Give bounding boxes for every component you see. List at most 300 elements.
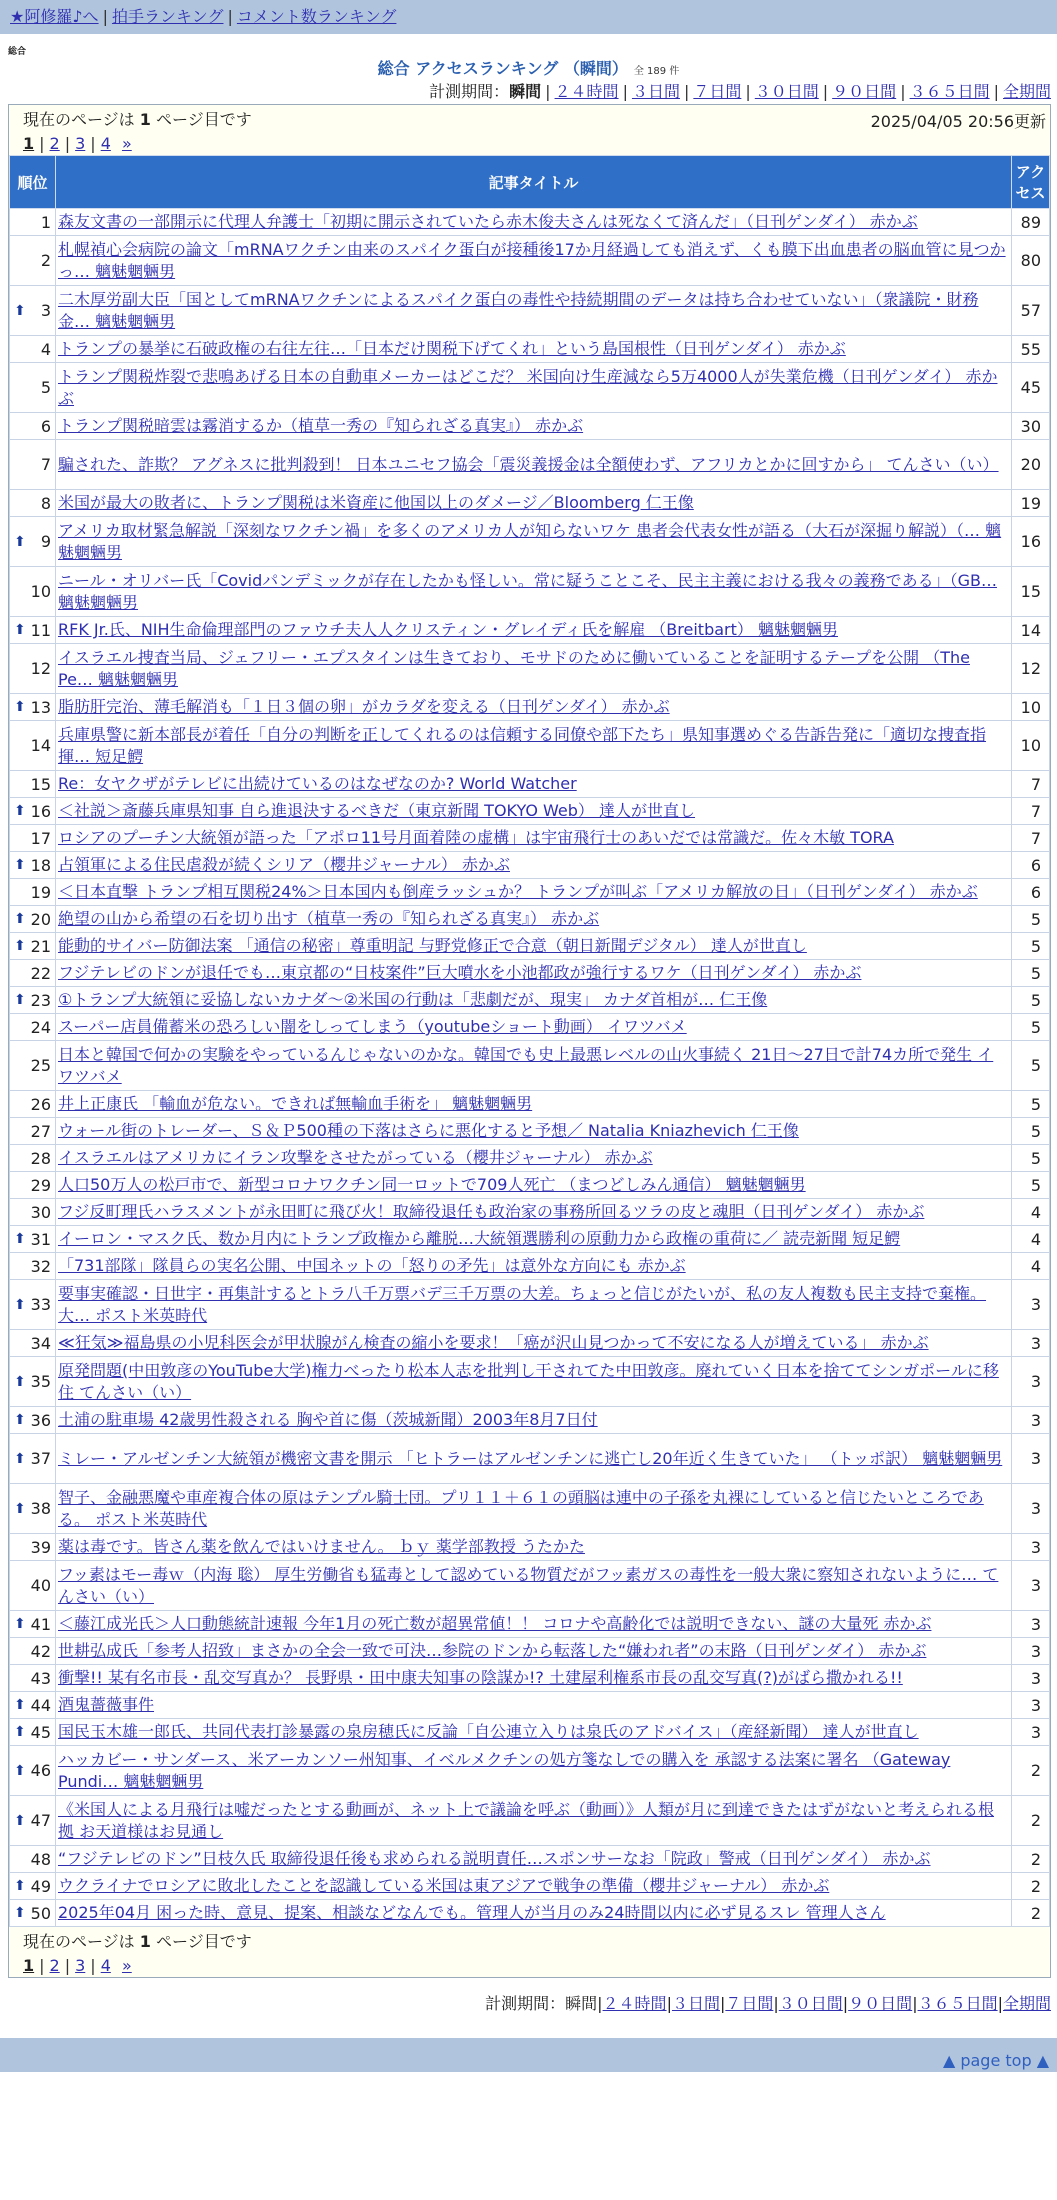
- period-selector: [0, 80, 1057, 104]
- rank-cell: [10, 1280, 56, 1330]
- article-link[interactable]: 人口50万人の松戸市で、新型コロナワクチン同一ロットで709人死亡 （まつどしみん通信） 魑魅魍魎男: [58, 1175, 806, 1194]
- rank-number: 6: [40, 416, 51, 436]
- rank-cell: [10, 209, 56, 236]
- period-link[interactable]: ３０日間: [778, 1994, 843, 2013]
- page-title: [0, 58, 1057, 80]
- access-count: 10: [1012, 694, 1050, 721]
- article-link[interactable]: 要事実確認・日世宇・再集計するとトラ八千万票バデ三千万票の大差。ちょっと信じがたいが、私の友人複数も民主支持で棄権。大… ポスト米英時代: [58, 1283, 987, 1325]
- rank-cell: [10, 644, 56, 694]
- table-row: [10, 1407, 1050, 1434]
- article-link[interactable]: 薬は毒です。皆さん薬を飲んではいけません。 ｂｙ 薬学部教授 うたかた: [58, 1537, 585, 1556]
- title-cell: [56, 517, 1012, 567]
- up-arrow-icon: ⬆: [14, 622, 26, 638]
- next-page-link[interactable]: »: [121, 1956, 132, 1975]
- table-row: [10, 1692, 1050, 1719]
- table-row: [10, 1091, 1050, 1118]
- article-link[interactable]: ＜社説＞斎藤兵庫県知事 自ら進退決するべきだ（東京新聞 TOKYO Web） 達人が世直し: [58, 801, 696, 820]
- article-link[interactable]: イスラエルはアメリカにイラン攻撃をさせたがっている（櫻井ジャーナル） 赤かぶ: [58, 1148, 653, 1167]
- article-link[interactable]: Re：女ヤクザがテレビに出続けているのはなぜなのか? World Watcher: [58, 774, 577, 793]
- period-link[interactable]: ３６５日間: [909, 82, 990, 101]
- article-link[interactable]: ①トランプ大統領に妥協しないカナダ～②米国の行動は「悲劇だが、現実」 カナダ首相が… 仁王像: [58, 990, 768, 1009]
- table-row: [10, 694, 1050, 721]
- page-link[interactable]: 3: [75, 1956, 86, 1975]
- page-link[interactable]: 1: [23, 134, 35, 153]
- up-arrow-icon: ⬆: [14, 992, 26, 1008]
- rank-cell: [10, 1900, 56, 1927]
- period-link[interactable]: ２４時間: [554, 82, 619, 101]
- title-cell: [56, 1014, 1012, 1041]
- rank-cell: [10, 771, 56, 798]
- access-count: 55: [1012, 336, 1050, 363]
- title-cell: [56, 286, 1012, 336]
- rank-number: 13: [30, 697, 51, 717]
- period-separator: |: [993, 82, 999, 101]
- title-cell: [56, 1041, 1012, 1091]
- table-row: [10, 1719, 1050, 1746]
- article-link[interactable]: 森友文書の一部開示に代理人弁護士「初期に開示されていたら赤木俊夫さんは死なくて済んだ」（日刊ゲンダイ） 赤かぶ: [58, 212, 918, 231]
- article-link[interactable]: 占領軍による住民虐殺が続くシリア（櫻井ジャーナル） 赤かぶ: [58, 855, 510, 874]
- page-separator: |: [64, 1956, 71, 1975]
- table-row: [10, 440, 1050, 490]
- rank-cell: [10, 1484, 56, 1534]
- article-link[interactable]: 土浦の駐車場 42歳男性殺される 胸や首に傷（茨城新聞）2003年8月7日付: [58, 1410, 598, 1429]
- rank-number: 46: [30, 1761, 51, 1780]
- article-link[interactable]: 《米国人による月飛行は嘘だったとする動画が、ネット上で議論を呼ぶ（動画）》人類が月に到達できたはずがないと考えられる根拠 お天道様はお見通し: [58, 1799, 995, 1841]
- rank-number: 5: [40, 378, 51, 397]
- rank-cell: [10, 798, 56, 825]
- title-cell: [56, 1118, 1012, 1145]
- rank-cell: [10, 1407, 56, 1434]
- table-row: [10, 1357, 1050, 1407]
- page-links: [23, 1956, 1036, 1975]
- table-row: [10, 1199, 1050, 1226]
- clap-ranking-link[interactable]: 拍手ランキング: [111, 7, 224, 26]
- table-row: [10, 1226, 1050, 1253]
- rank-number: 14: [30, 736, 51, 755]
- rank-number: 20: [30, 909, 51, 929]
- table-row: [10, 1846, 1050, 1873]
- article-link[interactable]: トランプ関税暗雲は霧消するか（植草一秀の『知られざる真実』） 赤かぶ: [58, 416, 584, 435]
- access-header: アクセス: [1012, 156, 1050, 209]
- rank-cell: [10, 336, 56, 363]
- period-separator: |: [900, 82, 906, 101]
- rank-number: 9: [40, 532, 51, 551]
- article-link[interactable]: 智子、金融悪魔や車産複合体の原はテンプル騎士団。プリ１１＋６１の頭脳は連中の子孫を丸裸にしていると信じたいところである。 ポスト米英時代: [58, 1487, 984, 1529]
- table-row: [10, 567, 1050, 617]
- rank-cell: [10, 933, 56, 960]
- rank-number: 12: [30, 659, 51, 678]
- access-count: 2: [1012, 1846, 1050, 1873]
- rank-number: 1: [40, 212, 51, 232]
- title-cell: [56, 1900, 1012, 1927]
- rank-cell: [10, 1145, 56, 1172]
- comment-ranking-link[interactable]: コメント数ランキング: [236, 7, 397, 26]
- rank-number: 21: [30, 936, 51, 956]
- title-cell: [56, 771, 1012, 798]
- article-link[interactable]: 兵庫県警に新本部長が着任「自分の判断を正してくれるのは信頼する同僚や部下たち」県知事選めぐる告訴告発に「適切な捜査指揮… 短足鰐: [58, 724, 987, 766]
- article-link[interactable]: ＜日本直撃 トランプ相互関税24%＞日本国内も倒産ラッシュか？ トランプが叫ぶ「アメリカ解放の日」（日刊ゲンダイ） 赤かぶ: [58, 882, 978, 901]
- rank-cell: [10, 617, 56, 644]
- rank-cell: [10, 1041, 56, 1091]
- rank-cell: [10, 987, 56, 1014]
- table-row: [10, 413, 1050, 440]
- article-link[interactable]: ミレー・アルゼンチン大統領が機密文書を開示 「ヒトラーはアルゼンチンに逃亡し20年近く生きていた」 （トッポ訳） 魑魅魍魎男: [58, 1448, 1003, 1468]
- access-count: 3: [1012, 1357, 1050, 1407]
- pager-pre: 現在のページは: [23, 110, 140, 129]
- article-link[interactable]: ≪狂気≫福島県の小児科医会が甲状腺がん検査の縮小を要求！「癌が沢山見つかって不安になる人が増えている」 赤かぶ: [58, 1333, 929, 1352]
- access-count: 5: [1012, 960, 1050, 987]
- top-nav: [0, 0, 1057, 34]
- period-separator: |: [545, 82, 551, 101]
- rank-cell: [10, 960, 56, 987]
- pager-current-num: 1: [139, 1932, 151, 1951]
- table-row: [10, 1561, 1050, 1611]
- pager-post: ページ目です: [150, 1932, 252, 1951]
- rank-cell: [10, 236, 56, 286]
- period-link[interactable]: 全期間: [1002, 82, 1051, 101]
- access-count: 45: [1012, 363, 1050, 413]
- rank-cell: [10, 1199, 56, 1226]
- rank-number: 27: [30, 1121, 51, 1141]
- table-row: [10, 644, 1050, 694]
- title-cell: [56, 1638, 1012, 1665]
- title-cell: [56, 825, 1012, 852]
- table-row: [10, 879, 1050, 906]
- rank-cell: [10, 721, 56, 771]
- access-count: 3: [1012, 1719, 1050, 1746]
- period-link[interactable]: ７日間: [693, 82, 742, 101]
- title-cell: [56, 413, 1012, 440]
- period-link[interactable]: ３０日間: [754, 82, 819, 101]
- section-label: 総合: [8, 47, 27, 57]
- access-count: 5: [1012, 1145, 1050, 1172]
- up-arrow-icon: ⬆: [14, 1762, 26, 1779]
- title-cell: [56, 1357, 1012, 1407]
- page-link[interactable]: 3: [75, 134, 86, 153]
- article-link[interactable]: 衝撃!! 某有名市長・乱交写真か？ 長野県・田中康夫知事の陰謀か!? 土建屋利権系市長の乱交写真(?)がばら撒かれる!!: [58, 1668, 903, 1687]
- up-arrow-icon: ⬆: [14, 1878, 26, 1894]
- page-link[interactable]: 1: [23, 1956, 35, 1975]
- title-cell: [56, 933, 1012, 960]
- title-cell: [56, 798, 1012, 825]
- page-top-link[interactable]: ▲ page top ▲: [942, 2051, 1049, 2070]
- pager-status: [23, 1929, 1036, 1952]
- access-count: 89: [1012, 209, 1050, 236]
- up-arrow-icon: ⬆: [14, 1412, 26, 1428]
- article-link[interactable]: 2025年04月 困った時、意見、提案、相談などなんでも。管理人が当月のみ24時間以内に必ず見るスレ 管理人さん: [58, 1903, 886, 1922]
- rank-cell: [10, 567, 56, 617]
- article-link[interactable]: 酒鬼薔薇事件: [58, 1695, 155, 1714]
- table-row: [10, 1280, 1050, 1330]
- up-arrow-icon: ⬆: [14, 302, 26, 319]
- up-arrow-icon: ⬆: [14, 1812, 26, 1829]
- access-count: 20: [1012, 440, 1050, 490]
- access-count: 4: [1012, 1253, 1050, 1280]
- article-link[interactable]: 絶望の山から希望の石を切り出す（植草一秀の『知られざる真実』） 赤かぶ: [58, 909, 600, 928]
- table-row: [10, 798, 1050, 825]
- rank-number: 36: [30, 1410, 51, 1430]
- table-row: [10, 852, 1050, 879]
- article-link[interactable]: ニール・オリバー氏「Covidパンデミックが存在したかも怪しい。常に疑うことこそ、民主主義における我々の義務である」（GB… 魑魅魍魎男: [58, 570, 997, 612]
- page-links: [23, 134, 1036, 153]
- access-count: 14: [1012, 617, 1050, 644]
- article-link[interactable]: トランプの暴挙に石破政権の右往左往…「日本だけ関税下げてくれ」という島国根性（日刊ゲンダイ） 赤かぶ: [58, 339, 846, 358]
- period-current: 瞬間: [509, 82, 542, 101]
- pager-bottom: [9, 1927, 1050, 1977]
- up-arrow-icon: ⬆: [14, 938, 26, 954]
- article-link[interactable]: 井上正康氏 「輸血が危ない。できれば無輸血手術を」 魑魅魍魎男: [58, 1094, 533, 1113]
- title-cell: [56, 1665, 1012, 1692]
- rank-cell: [10, 1091, 56, 1118]
- article-link[interactable]: ウクライナでロシアに敗北したことを認識している米国は東アジアで戦争の準備（櫻井ジャーナル） 赤かぶ: [58, 1876, 830, 1895]
- article-link[interactable]: 「731部隊」隊員らの実名公開、中国ネットの「怒りの矛先」は意外な方向にも 赤かぶ: [58, 1256, 686, 1275]
- title-cell: [56, 1534, 1012, 1561]
- period-link[interactable]: 全期間: [1002, 1994, 1051, 2013]
- up-arrow-icon: ⬆: [14, 1296, 26, 1313]
- table-row: [10, 1118, 1050, 1145]
- rank-number: 34: [30, 1333, 51, 1353]
- nav-separator: |: [227, 7, 233, 26]
- access-count: 3: [1012, 1434, 1050, 1484]
- title-cell: [56, 879, 1012, 906]
- title-cell: [56, 617, 1012, 644]
- page-separator: |: [64, 134, 71, 153]
- access-count: 3: [1012, 1611, 1050, 1638]
- period-separator: |: [842, 1994, 849, 2013]
- article-link[interactable]: 日本と韓国で何かの実験をやっているんじゃないのかな。韓国でも史上最悪レベルの山火事続く 21日～27日で計74カ所で発生 イワツバメ: [58, 1044, 994, 1086]
- access-count: 15: [1012, 567, 1050, 617]
- article-link[interactable]: アメリカ取材緊急解説「深刻なワクチン禍」を多くのアメリカ人が知らないワケ 患者会代表女性が語る（大石が深掘り解説）（… 魑魅魍魎男: [58, 520, 1002, 562]
- access-count: 10: [1012, 721, 1050, 771]
- title-cell: [56, 1091, 1012, 1118]
- rank-number: 37: [30, 1449, 51, 1468]
- rank-cell: [10, 1665, 56, 1692]
- article-link[interactable]: 騙された、詐欺？ アグネスに批判殺到！ 日本ユニセフ協会「震災義援金は全額使わず、アフリカとかに回すから」 てんさい（い）: [58, 454, 999, 474]
- article-link[interactable]: 国民玉木雄一郎氏、共同代表打診暴露の泉房穂氏に反論「自公連立入りは泉氏のアドバイス」（産経新聞） 達人が世直し: [58, 1722, 919, 1741]
- rank-number: 30: [30, 1202, 51, 1222]
- up-arrow-icon: ⬆: [14, 1373, 26, 1390]
- rank-number: 32: [30, 1256, 51, 1276]
- rank-cell: [10, 694, 56, 721]
- table-row: [10, 721, 1050, 771]
- title-cell: [56, 1330, 1012, 1357]
- access-count: 7: [1012, 771, 1050, 798]
- rank-cell: [10, 852, 56, 879]
- title-cell: [56, 440, 1012, 490]
- table-row: [10, 825, 1050, 852]
- rank-number: 44: [30, 1695, 51, 1715]
- bottom-bar: [0, 2038, 1057, 2072]
- access-count: 3: [1012, 1692, 1050, 1719]
- page-link[interactable]: 4: [100, 134, 111, 153]
- period-link[interactable]: ３日間: [631, 82, 680, 101]
- article-link[interactable]: 能動的サイバー防御法案 「通信の秘密」尊重明記 与野党修正で合意（朝日新聞デジタル） 達人が世直し: [58, 936, 807, 955]
- up-arrow-icon: ⬆: [14, 857, 26, 873]
- table-row: [10, 1534, 1050, 1561]
- period-separator: |: [597, 1994, 603, 2013]
- article-link[interactable]: “フジテレビのドン”日枝久氏 取締役退任後も求められる説明責任…スポンサーなお「院政」警戒（日刊ゲンダイ） 赤かぶ: [58, 1849, 931, 1868]
- access-count: 5: [1012, 1172, 1050, 1199]
- title-cell: [56, 1172, 1012, 1199]
- period-separator: |: [666, 1994, 672, 2013]
- access-count: 3: [1012, 1330, 1050, 1357]
- access-count: 2: [1012, 1873, 1050, 1900]
- rank-cell: [10, 1873, 56, 1900]
- table-row: [10, 1014, 1050, 1041]
- rank-cell: [10, 825, 56, 852]
- rank-number: 28: [30, 1148, 51, 1168]
- article-link[interactable]: 米国が最大の敗者に、トランプ関税は米資産に他国以上のダメージ／Bloomberg 仁王像: [58, 493, 694, 512]
- nav-separator: |: [102, 7, 108, 26]
- access-count: 57: [1012, 286, 1050, 336]
- rank-cell: [10, 1846, 56, 1873]
- up-arrow-icon: ⬆: [14, 803, 26, 819]
- page-link[interactable]: 2: [49, 1956, 60, 1975]
- rank-number: 24: [30, 1017, 51, 1037]
- access-count: 5: [1012, 933, 1050, 960]
- access-count: 16: [1012, 517, 1050, 567]
- table-row: [10, 336, 1050, 363]
- rank-number: 23: [30, 990, 51, 1010]
- rank-number: 11: [30, 620, 51, 640]
- article-link[interactable]: RFK Jr.氏、NIH生命倫理部門のファウチ夫人人クリスティン・グレイディ氏を解雇 （Breitbart） 魑魅魍魎男: [58, 620, 838, 639]
- access-count: 3: [1012, 1280, 1050, 1330]
- rank-cell: [10, 1796, 56, 1846]
- rank-cell: [10, 1118, 56, 1145]
- rank-number: 39: [30, 1537, 51, 1557]
- title-cell: [56, 567, 1012, 617]
- article-link[interactable]: フジテレビのドンが退任でも…東京都の“日枝案件”巨大噴水を小池都政が強行するワケ（日刊ゲンダイ） 赤かぶ: [58, 963, 862, 982]
- rank-cell: [10, 1561, 56, 1611]
- article-link[interactable]: イーロン・マスク氏、数か月内にトランプ政権から離脱…大統領選勝利の原動力から政権の重荷に／ 読売新聞 短足鰐: [58, 1229, 901, 1248]
- article-link[interactable]: スーパー店員備蓄米の恐ろしい闇をしってしまう（youtubeショート動画） イワツバメ: [58, 1017, 687, 1036]
- article-link[interactable]: フジ反町理氏ハラスメントが永田町に飛び火！取締役退任も政治家の事務所回るツラの皮と魂胆（日刊ゲンダイ） 赤かぶ: [58, 1202, 925, 1221]
- table-row: [10, 1172, 1050, 1199]
- rank-number: 42: [30, 1641, 51, 1661]
- access-count: 5: [1012, 906, 1050, 933]
- up-arrow-icon: ⬆: [14, 1616, 26, 1632]
- period-link[interactable]: ３６５日間: [917, 1994, 998, 2013]
- title-cell: [56, 1145, 1012, 1172]
- article-link[interactable]: 二木厚労副大臣「国としてmRNAワクチンによるスパイク蛋白の毒性や持続期間のデータは持ち合わせていない」（衆議院・財務金… 魑魅魍魎男: [58, 289, 979, 331]
- article-link[interactable]: 世耕弘成氏「参考人招致」まさかの全会一致で可決…参院のドンから転落した“嫌われ者”の末路（日刊ゲンダイ） 赤かぶ: [58, 1641, 927, 1660]
- period-selector-bottom: [0, 1992, 1057, 2016]
- rank-number: 43: [30, 1668, 51, 1688]
- title-cell: [56, 1611, 1012, 1638]
- rank-cell: [10, 1172, 56, 1199]
- title-cell: [56, 1873, 1012, 1900]
- article-link[interactable]: ＜藤江成光氏＞人口動態統計速報 今年1月の死亡数が超異常値！！ コロナや高齢化では説明できない、謎の大量死 赤かぶ: [58, 1614, 932, 1633]
- period-link[interactable]: ２４時間: [602, 1994, 667, 2013]
- article-link[interactable]: ハッカビー・サンダース、米アーカンソー州知事、イベルメクチンの処方箋なしでの購入を 承認する法案に署名 （Gateway Pundi… 魑魅魍魎男: [58, 1749, 951, 1791]
- rank-cell: [10, 1534, 56, 1561]
- title-cell: [56, 644, 1012, 694]
- table-row: [10, 617, 1050, 644]
- period-link[interactable]: ７日間: [725, 1994, 774, 2013]
- rank-number: 2: [40, 251, 51, 270]
- rank-cell: [10, 1611, 56, 1638]
- table-row: [10, 517, 1050, 567]
- rank-number: 35: [30, 1372, 51, 1391]
- rank-number: 38: [30, 1499, 51, 1518]
- rank-number: 7: [40, 455, 51, 474]
- title-cell: [56, 1692, 1012, 1719]
- rank-cell: [10, 1253, 56, 1280]
- period-separator: |: [745, 82, 751, 101]
- pager-top: [9, 105, 1050, 155]
- ranking-box: [8, 104, 1051, 1978]
- rank-cell: [10, 517, 56, 567]
- up-arrow-icon: ⬆: [14, 1231, 26, 1247]
- table-row: [10, 1041, 1050, 1091]
- rank-number: 22: [30, 963, 51, 983]
- article-link[interactable]: トランプ関税炸裂で悲鳴あげる日本の自動車メーカーはどこだ？ 米国向け生産減なら5万4000人が失業危機（日刊ゲンダイ） 赤かぶ: [58, 366, 998, 408]
- period-separator: |: [822, 82, 829, 101]
- table-row: [10, 771, 1050, 798]
- period-link[interactable]: ３日間: [671, 1994, 720, 2013]
- access-count: 5: [1012, 987, 1050, 1014]
- home-link[interactable]: ★阿修羅♪へ: [10, 7, 99, 26]
- table-row: [10, 1434, 1050, 1484]
- period-label: 計測期間：: [485, 1994, 566, 2013]
- table-row: [10, 1900, 1050, 1927]
- title-cell: [56, 363, 1012, 413]
- pager-current-num: 1: [139, 110, 151, 129]
- rank-cell: [10, 1226, 56, 1253]
- article-link[interactable]: ウォール街のトレーダー、Ｓ＆Ｐ500種の下落はさらに悪化すると予想／ Natalia Kniazhevich 仁王像: [58, 1121, 799, 1140]
- rank-cell: [10, 1719, 56, 1746]
- access-count: 5: [1012, 1041, 1050, 1091]
- rank-cell: [10, 1638, 56, 1665]
- rank-number: 19: [30, 882, 51, 902]
- table-row: [10, 490, 1050, 517]
- table-row: [10, 933, 1050, 960]
- period-separator: |: [773, 1994, 779, 2013]
- rank-cell: [10, 1434, 56, 1484]
- access-count: 5: [1012, 1014, 1050, 1041]
- title-cell: [56, 1253, 1012, 1280]
- article-link[interactable]: ロシアのプーチン大統領が語った「アポロ11号月面着陸の虚構」は宇宙飛行士のあいだでは常識だ。佐々木敏 TORA: [58, 828, 894, 847]
- title-cell: [56, 209, 1012, 236]
- next-page-link[interactable]: »: [121, 134, 132, 153]
- period-separator: |: [912, 1994, 918, 2013]
- access-count: 7: [1012, 798, 1050, 825]
- article-link[interactable]: フッ素はモー毒ｗ（内海 聡） 厚生労働省も猛毒として認めている物質だがフッ素ガスの毒性を一般大衆に察知されないように… てんさい（い）: [58, 1564, 999, 1606]
- period-link[interactable]: ９０日間: [848, 1994, 913, 2013]
- period-separator: |: [719, 1994, 726, 2013]
- page-link[interactable]: 4: [100, 1956, 111, 1975]
- table-row: [10, 1746, 1050, 1796]
- table-row: [10, 209, 1050, 236]
- page-link[interactable]: 2: [49, 134, 60, 153]
- article-link[interactable]: 脂肪肝完治、薄毛解消も「１日３個の卵」がカラダを変える（日刊ゲンダイ） 赤かぶ: [58, 697, 670, 716]
- article-link[interactable]: 原発問題(中田敦彦のYouTube大学)権力べったり松本人志を批判し干されてた中田敦彦。廃れていく日本を捨ててシンガポールに移住 てんさい（い）: [58, 1360, 999, 1402]
- rank-number: 47: [30, 1811, 51, 1830]
- rank-number: 16: [30, 801, 51, 821]
- rank-cell: [10, 1357, 56, 1407]
- article-link[interactable]: イスラエル捜査当局、ジェフリー・エプスタインは生きており、モサドのために働いていることを証明するテープを公開 （The Pe… 魑魅魍魎男: [58, 647, 970, 689]
- total-count: 全 189 件: [633, 66, 680, 77]
- period-link[interactable]: ９０日間: [832, 82, 897, 101]
- table-row: [10, 960, 1050, 987]
- article-link[interactable]: 札幌禎心会病院の論文「mRNAワクチン由来のスパイク蛋白が接種後17か月経過しても消えず、くも膜下出血患者の脳血管に見つかっ… 魑魅魍魎男: [58, 239, 1006, 281]
- title-header: 記事タイトル: [56, 156, 1012, 209]
- table-row: [10, 1873, 1050, 1900]
- table-row: [10, 286, 1050, 336]
- pager-post: ページ目です: [150, 110, 252, 129]
- access-count: 2: [1012, 1900, 1050, 1927]
- rank-cell: [10, 286, 56, 336]
